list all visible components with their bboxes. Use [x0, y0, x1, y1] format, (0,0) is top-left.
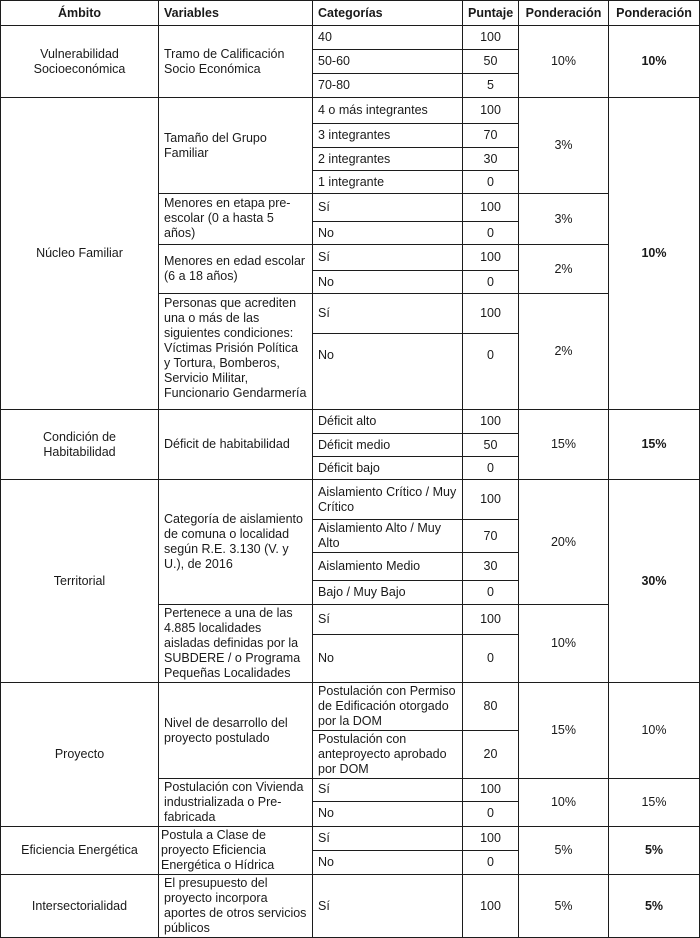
score-cell: 0 — [463, 851, 519, 875]
score-cell: 0 — [463, 635, 519, 683]
ponderacion-cell: 15% — [519, 683, 609, 779]
header-ambito: Ámbito — [1, 1, 159, 26]
variable-cell: Categoría de aislamiento de comuna o localidad según R.E. 3.130 (V. y U.), de 2016 — [159, 480, 313, 605]
variable-cell: Menores en edad escolar (6 a 18 años) — [159, 245, 313, 294]
score-cell: 70 — [463, 520, 519, 553]
category-cell: 2 integrantes — [313, 148, 463, 171]
variable-cell: Postulación con Vivienda industrializada o Pre-fabricada — [159, 779, 313, 827]
category-cell: Sí — [313, 245, 463, 271]
ponderacion-total-cell: 15% — [609, 410, 700, 480]
variable-cell: Tamaño del Grupo Familiar — [159, 98, 313, 194]
score-cell: 0 — [463, 222, 519, 245]
ambito-cell: Vulnerabilidad Socioeconómica — [1, 26, 159, 98]
category-cell: 3 integrantes — [313, 124, 463, 148]
ponderacion-cell: 5% — [519, 827, 609, 875]
category-cell: 4 o más integrantes — [313, 98, 463, 124]
score-cell: 0 — [463, 171, 519, 194]
ponderacion-total-cell: 10% — [609, 98, 700, 410]
category-cell: Sí — [313, 294, 463, 334]
ambito-cell: Eficiencia Energética — [1, 827, 159, 875]
category-cell: Déficit alto — [313, 410, 463, 434]
table-row — [1, 410, 700, 434]
score-cell: 100 — [463, 875, 519, 938]
header-row — [1, 1, 700, 26]
score-cell: 0 — [463, 271, 519, 294]
score-cell: 5 — [463, 74, 519, 98]
ponderacion-total-cell: 30% — [609, 480, 700, 683]
variable-cell: Menores en etapa pre-escolar (0 a hasta 5 años) — [159, 194, 313, 245]
ponderacion-cell: 2% — [519, 294, 609, 410]
score-cell: 30 — [463, 553, 519, 581]
header-ponderacion-variable: Ponderación — [519, 1, 609, 26]
score-cell: 30 — [463, 148, 519, 171]
category-cell: No — [313, 222, 463, 245]
category-cell: 40 — [313, 26, 463, 50]
category-cell: Sí — [313, 605, 463, 635]
header-categorias: Categorías — [313, 1, 463, 26]
category-cell: No — [313, 801, 463, 826]
ponderacion-cell: 10% — [519, 605, 609, 683]
table-row — [1, 875, 700, 938]
category-cell: 1 integrante — [313, 171, 463, 194]
ponderacion-cell: 2% — [519, 245, 609, 294]
ponderacion-total-cell: 10% — [609, 26, 700, 98]
variable-cell: Personas que acrediten una o más de las siguientes condiciones: Víctimas Prisión Política y Tortura, Bomberos, Servicio Militar, Funcionario Gendarmería — [159, 294, 313, 410]
variable-cell: El presupuesto del proyecto incorpora aportes de otros servicios públicos — [159, 875, 313, 938]
score-cell: 100 — [463, 779, 519, 802]
score-cell: 0 — [463, 457, 519, 480]
variable-cell: Tramo de Calificación Socio Económica — [159, 26, 313, 98]
ponderacion-total-cell: 5% — [609, 875, 700, 938]
category-cell: Aislamiento Crítico / Muy Crítico — [313, 480, 463, 520]
category-cell: No — [313, 851, 463, 875]
ambito-cell: Condición de Habitabilidad — [1, 410, 159, 480]
score-cell: 0 — [463, 581, 519, 605]
score-cell: 50 — [463, 434, 519, 457]
category-cell: No — [313, 334, 463, 410]
category-cell: Aislamiento Alto / Muy Alto — [313, 520, 463, 553]
score-cell: 100 — [463, 245, 519, 271]
category-cell: 50-60 — [313, 50, 463, 74]
score-cell: 0 — [463, 334, 519, 410]
score-cell: 100 — [463, 98, 519, 124]
ponderacion-cell: 10% — [519, 779, 609, 827]
table-row — [1, 683, 700, 731]
category-cell: No — [313, 635, 463, 683]
table-row — [1, 26, 700, 50]
ponderacion-total-cell: 5% — [609, 827, 700, 875]
score-cell: 100 — [463, 294, 519, 334]
score-cell: 70 — [463, 124, 519, 148]
category-cell: Postulación con Permiso de Edificación otorgado por la DOM — [313, 683, 463, 731]
score-cell: 100 — [463, 410, 519, 434]
category-cell: Déficit medio — [313, 434, 463, 457]
variable-cell: Nivel de desarrollo del proyecto postulado — [159, 683, 313, 779]
variable-cell: Postula a Clase de proyecto Eficiencia Energética o Hídrica — [159, 827, 313, 875]
score-cell: 100 — [463, 194, 519, 222]
score-cell: 100 — [463, 827, 519, 851]
category-cell: Sí — [313, 875, 463, 938]
variable-cell: Déficit de habitabilidad — [159, 410, 313, 480]
ponderacion-total-cell: 10% — [609, 683, 700, 779]
category-cell: No — [313, 271, 463, 294]
category-cell: Sí — [313, 827, 463, 851]
category-cell: Aislamiento Medio — [313, 553, 463, 581]
ponderacion-cell: 20% — [519, 480, 609, 605]
header-variables: Variables — [159, 1, 313, 26]
ambito-cell: Núcleo Familiar — [1, 98, 159, 410]
score-cell: 20 — [463, 731, 519, 779]
table-row — [1, 480, 700, 520]
header-puntaje: Puntaje — [463, 1, 519, 26]
category-cell: Postulación con anteproyecto aprobado por DOM — [313, 731, 463, 779]
category-cell: Sí — [313, 194, 463, 222]
score-cell: 100 — [463, 480, 519, 520]
ambito-cell: Territorial — [1, 480, 159, 683]
table-row — [1, 98, 700, 124]
score-cell: 100 — [463, 26, 519, 50]
category-cell: Déficit bajo — [313, 457, 463, 480]
ponderacion-cell: 3% — [519, 194, 609, 245]
category-cell: Sí — [313, 779, 463, 802]
ponderacion-cell: 3% — [519, 98, 609, 194]
table-row — [1, 827, 700, 851]
ambito-cell: Proyecto — [1, 683, 159, 827]
ambito-cell: Intersectorialidad — [1, 875, 159, 938]
category-cell: 70-80 — [313, 74, 463, 98]
score-cell: 80 — [463, 683, 519, 731]
ponderacion-cell: 15% — [519, 410, 609, 480]
category-cell: Bajo / Muy Bajo — [313, 581, 463, 605]
ponderacion-cell: 10% — [519, 26, 609, 98]
ponderacion-total-cell: 15% — [609, 779, 700, 827]
score-cell: 100 — [463, 605, 519, 635]
variable-cell: Pertenece a una de las 4.885 localidades aisladas definidas por la SUBDERE / o Programa Pequeñas Localidades — [159, 605, 313, 683]
score-cell: 50 — [463, 50, 519, 74]
score-cell: 0 — [463, 801, 519, 826]
ponderacion-cell: 5% — [519, 875, 609, 938]
header-ponderacion-ambito: Ponderación — [609, 1, 700, 26]
